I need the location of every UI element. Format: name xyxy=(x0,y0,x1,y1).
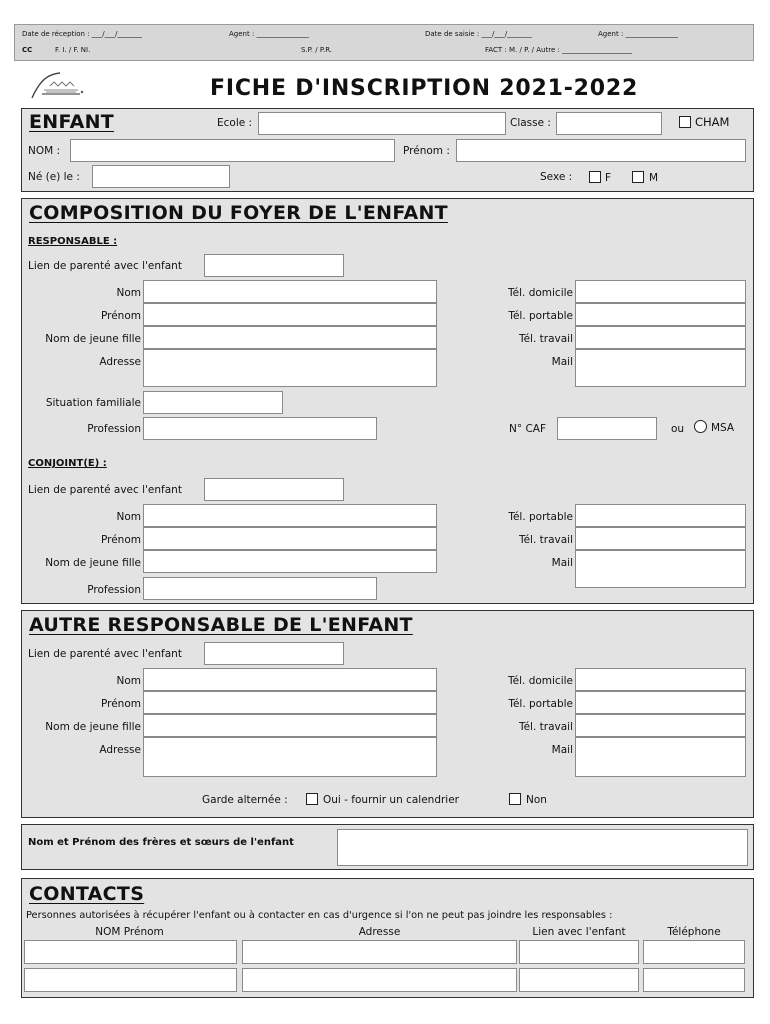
conjoint-mail-field[interactable] xyxy=(575,550,746,588)
contacts-intro: Personnes autorisées à récupérer l'enfant ou à contacter en cas d'urgence si l'on ne peut pas joindre les responsables : xyxy=(26,910,613,921)
ecole-label: Ecole : xyxy=(217,117,253,129)
ou-label: ou xyxy=(671,423,685,435)
autre-tel-travail-label: Tél. travail xyxy=(518,721,573,733)
agent-reception: Agent : _______________ xyxy=(229,30,310,38)
fact-label: FACT : M. / P. / Autre : ____________________ xyxy=(485,46,633,54)
sexe-label: Sexe : xyxy=(540,171,573,183)
autre-nom-field[interactable] xyxy=(143,668,437,691)
cc-label: CC xyxy=(22,46,33,54)
conjoint-prenom-field[interactable] xyxy=(143,527,437,550)
conjoint-jeune-fille-field[interactable] xyxy=(143,550,437,573)
jeune-fille-label: Nom de jeune fille xyxy=(45,333,141,345)
contacts-heading: CONTACTS xyxy=(29,883,145,905)
sp-pr-label: S.P. / P.R. xyxy=(301,46,333,54)
sexe-f-checkbox[interactable] xyxy=(589,171,601,183)
ne-le-label: Né (e) le : xyxy=(28,171,80,183)
classe-field[interactable] xyxy=(556,112,662,135)
autre-prenom-field[interactable] xyxy=(143,691,437,714)
tel-portable-label: Tél. portable xyxy=(508,310,573,322)
situation-field[interactable] xyxy=(143,391,283,414)
conjoint-label: CONJOINT(E) : xyxy=(28,458,107,469)
contact1-nom-field[interactable] xyxy=(24,940,237,964)
caf-field[interactable] xyxy=(557,417,657,440)
conjoint-mail-label: Mail xyxy=(551,557,573,569)
conjoint-lien-label: Lien de parenté avec l'enfant xyxy=(28,484,182,496)
col-adresse: Adresse xyxy=(358,926,401,938)
autre-prenom-label: Prénom xyxy=(100,698,141,710)
autre-lien-field[interactable] xyxy=(204,642,344,665)
garde-oui-checkbox[interactable] xyxy=(306,793,318,805)
prenom-label: Prénom : xyxy=(403,145,450,157)
tel-domicile-field[interactable] xyxy=(575,280,746,303)
ne-le-field[interactable] xyxy=(92,165,230,188)
conjoint-profession-label: Profession xyxy=(87,584,141,596)
col-lien: Lien avec l'enfant xyxy=(532,926,626,938)
autre-tel-portable-field[interactable] xyxy=(575,691,746,714)
conjoint-jeune-fille-label: Nom de jeune fille xyxy=(45,557,141,569)
sexe-f-label: F xyxy=(605,172,612,184)
autre-adresse-label: Adresse xyxy=(99,744,141,756)
tel-travail-label: Tél. travail xyxy=(518,333,573,345)
contact2-lien-field[interactable] xyxy=(519,968,639,992)
section-contacts xyxy=(21,878,754,998)
autre-mail-field[interactable] xyxy=(575,737,746,777)
col-telephone: Téléphone xyxy=(667,926,721,938)
freres-label: Nom et Prénom des frères et sœurs de l'enfant xyxy=(28,837,294,848)
contact1-lien-field[interactable] xyxy=(519,940,639,964)
contact1-telephone-field[interactable] xyxy=(643,940,745,964)
conjoint-prenom-label: Prénom xyxy=(100,534,141,546)
section-enfant xyxy=(21,108,754,192)
contact2-nom-field[interactable] xyxy=(24,968,237,992)
responsable-label: RESPONSABLE : xyxy=(28,236,118,247)
jeune-fille-field[interactable] xyxy=(143,326,437,349)
autre-lien-label: Lien de parenté avec l'enfant xyxy=(28,648,182,660)
msa-radio[interactable] xyxy=(694,420,707,433)
nom-label: Nom xyxy=(116,287,141,299)
contact1-adresse-field[interactable] xyxy=(242,940,517,964)
conjoint-nom-label: Nom xyxy=(116,511,141,523)
garde-label: Garde alternée : xyxy=(202,794,288,806)
conjoint-tel-portable-label: Tél. portable xyxy=(508,511,573,523)
profession-label: Profession xyxy=(87,423,141,435)
contact2-telephone-field[interactable] xyxy=(643,968,745,992)
conjoint-profession-field[interactable] xyxy=(143,577,377,600)
municipality-logo xyxy=(30,70,88,100)
conjoint-tel-travail-field[interactable] xyxy=(575,527,746,550)
nom-field[interactable] xyxy=(70,139,395,162)
sexe-m-checkbox[interactable] xyxy=(632,171,644,183)
mail-field[interactable] xyxy=(575,349,746,387)
adresse-label: Adresse xyxy=(99,356,141,368)
section-autre-responsable xyxy=(21,610,754,818)
autre-heading: AUTRE RESPONSABLE DE L'ENFANT xyxy=(29,614,413,636)
prenom-label: Prénom xyxy=(100,310,141,322)
section-freres-soeurs xyxy=(21,824,754,870)
garde-non-checkbox[interactable] xyxy=(509,793,521,805)
conjoint-lien-field[interactable] xyxy=(204,478,344,501)
classe-label: Classe : xyxy=(510,117,551,129)
cham-checkbox[interactable] xyxy=(679,116,691,128)
fi-fni-label: F. I. / F. NI. xyxy=(55,46,91,54)
conjoint-tel-portable-field[interactable] xyxy=(575,504,746,527)
page-title: FICHE D'INSCRIPTION 2021-2022 xyxy=(210,76,639,101)
autre-nom-label: Nom xyxy=(116,675,141,687)
admin-band xyxy=(14,24,754,61)
foyer-heading: COMPOSITION DU FOYER DE L'ENFANT xyxy=(29,202,448,224)
contact2-adresse-field[interactable] xyxy=(242,968,517,992)
conjoint-tel-travail-label: Tél. travail xyxy=(518,534,573,546)
section-foyer xyxy=(21,198,754,604)
autre-tel-travail-field[interactable] xyxy=(575,714,746,737)
prenom-field[interactable] xyxy=(143,303,437,326)
mail-label: Mail xyxy=(551,356,573,368)
cham-label: CHAM xyxy=(695,115,730,129)
situation-label: Situation familiale xyxy=(45,397,141,409)
date-saisie: Date de saisie : ___/___/_______ xyxy=(425,30,532,38)
lien-label: Lien de parenté avec l'enfant xyxy=(28,260,182,272)
freres-field[interactable] xyxy=(337,829,748,866)
prenom-field[interactable] xyxy=(456,139,746,162)
msa-label: MSA xyxy=(711,422,735,434)
nom-field[interactable] xyxy=(143,280,437,303)
nom-label: NOM : xyxy=(28,145,61,157)
autre-adresse-field[interactable] xyxy=(143,737,437,777)
caf-label: N° CAF xyxy=(509,423,546,435)
autre-tel-domicile-field[interactable] xyxy=(575,668,746,691)
conjoint-nom-field[interactable] xyxy=(143,504,437,527)
autre-jeune-fille-field[interactable] xyxy=(143,714,437,737)
col-nom-prenom: NOM Prénom xyxy=(95,926,164,938)
tel-portable-field[interactable] xyxy=(575,303,746,326)
lien-field[interactable] xyxy=(204,254,344,277)
autre-tel-portable-label: Tél. portable xyxy=(508,698,573,710)
profession-field[interactable] xyxy=(143,417,377,440)
tel-travail-field[interactable] xyxy=(575,326,746,349)
sexe-m-label: M xyxy=(649,172,659,184)
date-reception: Date de réception : ___/___/_______ xyxy=(22,30,142,38)
garde-oui-label: Oui - fournir un calendrier xyxy=(323,794,459,806)
ecole-field[interactable] xyxy=(258,112,506,135)
autre-jeune-fille-label: Nom de jeune fille xyxy=(45,721,141,733)
garde-non-label: Non xyxy=(526,794,547,806)
autre-mail-label: Mail xyxy=(551,744,573,756)
enfant-heading: ENFANT xyxy=(29,111,115,133)
autre-tel-domicile-label: Tél. domicile xyxy=(508,675,573,687)
agent-saisie: Agent : _______________ xyxy=(598,30,679,38)
adresse-field[interactable] xyxy=(143,349,437,387)
tel-domicile-label: Tél. domicile xyxy=(508,287,573,299)
